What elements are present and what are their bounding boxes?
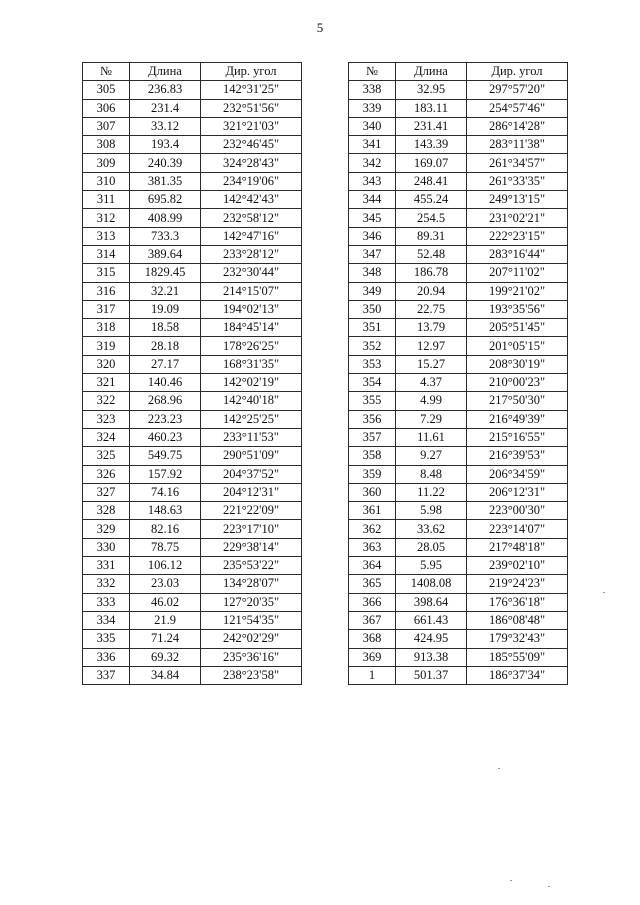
cell-number: 364 — [349, 557, 396, 575]
table-row — [83, 593, 302, 611]
cell-number: 330 — [83, 538, 130, 556]
cell-angle: 142°31'25" — [201, 81, 302, 99]
table-row — [349, 465, 568, 483]
cell-angle: 208°30'19" — [467, 355, 568, 373]
cell-length: 148.63 — [130, 502, 201, 520]
table-row — [349, 666, 568, 684]
cell-number: 359 — [349, 465, 396, 483]
cell-number: 325 — [83, 447, 130, 465]
cell-number: 315 — [83, 264, 130, 282]
cell-length: 33.62 — [396, 520, 467, 538]
header-length: Длина — [130, 63, 201, 81]
cell-angle: 216°39'53" — [467, 447, 568, 465]
cell-length: 231.4 — [130, 99, 201, 117]
cell-angle: 223°14'07" — [467, 520, 568, 538]
cell-angle: 238°23'58" — [201, 666, 302, 684]
cell-angle: 216°49'39" — [467, 410, 568, 428]
cell-angle: 186°08'48" — [467, 611, 568, 629]
cell-number: 335 — [83, 630, 130, 648]
cell-length: 89.31 — [396, 227, 467, 245]
cell-length: 46.02 — [130, 593, 201, 611]
coordinates-table-left — [82, 62, 302, 685]
cell-length: 11.22 — [396, 483, 467, 501]
cell-number: 367 — [349, 611, 396, 629]
table-row — [83, 538, 302, 556]
cell-length: 33.12 — [130, 117, 201, 135]
cell-angle: 214°15'07" — [201, 282, 302, 300]
cell-number: 343 — [349, 172, 396, 190]
cell-number: 340 — [349, 117, 396, 135]
cell-length: 157.92 — [130, 465, 201, 483]
cell-number: 308 — [83, 136, 130, 154]
cell-number: 358 — [349, 447, 396, 465]
cell-number: 368 — [349, 630, 396, 648]
cell-length: 186.78 — [396, 264, 467, 282]
cell-number: 346 — [349, 227, 396, 245]
cell-length: 1829.45 — [130, 264, 201, 282]
table-row — [349, 374, 568, 392]
cell-length: 455.24 — [396, 191, 467, 209]
table-row — [349, 245, 568, 263]
cell-length: 7.29 — [396, 410, 467, 428]
table-row — [349, 154, 568, 172]
cell-length: 389.64 — [130, 245, 201, 263]
cell-number: 314 — [83, 245, 130, 263]
table-row — [83, 117, 302, 135]
cell-length: 398.64 — [396, 593, 467, 611]
cell-angle: 199°21'02" — [467, 282, 568, 300]
table-row — [83, 648, 302, 666]
cell-number: 336 — [83, 648, 130, 666]
table-row — [83, 300, 302, 318]
cell-number: 309 — [83, 154, 130, 172]
cell-angle: 204°12'31" — [201, 483, 302, 501]
cell-length: 240.39 — [130, 154, 201, 172]
cell-length: 913.38 — [396, 648, 467, 666]
cell-length: 28.18 — [130, 337, 201, 355]
cell-angle: 204°37'52" — [201, 465, 302, 483]
table-row — [349, 209, 568, 227]
cell-length: 661.43 — [396, 611, 467, 629]
cell-angle: 142°02'19" — [201, 374, 302, 392]
cell-angle: 185°55'09" — [467, 648, 568, 666]
cell-length: 21.9 — [130, 611, 201, 629]
cell-angle: 283°11'38" — [467, 136, 568, 154]
table-row — [83, 465, 302, 483]
header-angle: Дир. угол — [467, 63, 568, 81]
table-row — [349, 227, 568, 245]
table-row — [83, 282, 302, 300]
table-header-row — [83, 63, 302, 81]
table-row — [83, 557, 302, 575]
table-row — [349, 99, 568, 117]
table-row — [349, 502, 568, 520]
table-row — [349, 282, 568, 300]
cell-angle: 283°16'44" — [467, 245, 568, 263]
table-row — [83, 410, 302, 428]
page-number: 5 — [316, 20, 324, 35]
cell-length: 9.27 — [396, 447, 467, 465]
cell-length: 183.11 — [396, 99, 467, 117]
cell-angle: 142°25'25" — [201, 410, 302, 428]
table-row — [83, 483, 302, 501]
cell-number: 341 — [349, 136, 396, 154]
cell-length: 32.21 — [130, 282, 201, 300]
cell-length: 8.48 — [396, 465, 467, 483]
cell-number: 360 — [349, 483, 396, 501]
cell-number: 319 — [83, 337, 130, 355]
cell-angle: 324°28'43" — [201, 154, 302, 172]
cell-length: 74.16 — [130, 483, 201, 501]
cell-angle: 232°51'56" — [201, 99, 302, 117]
cell-number: 354 — [349, 374, 396, 392]
cell-angle: 222°23'15" — [467, 227, 568, 245]
cell-length: 268.96 — [130, 392, 201, 410]
cell-length: 15.27 — [396, 355, 467, 373]
cell-length: 236.83 — [130, 81, 201, 99]
cell-length: 19.09 — [130, 300, 201, 318]
cell-length: 143.39 — [396, 136, 467, 154]
header-length: Длина — [396, 63, 467, 81]
cell-angle: 186°37'34" — [467, 666, 568, 684]
cell-length: 69.32 — [130, 648, 201, 666]
table-row — [83, 191, 302, 209]
cell-angle: 232°30'44" — [201, 264, 302, 282]
cell-angle: 206°12'31" — [467, 483, 568, 501]
table-row — [349, 575, 568, 593]
cell-number: 357 — [349, 428, 396, 446]
cell-number: 334 — [83, 611, 130, 629]
cell-number: 355 — [349, 392, 396, 410]
table-row — [83, 447, 302, 465]
table-row — [83, 172, 302, 190]
table-row — [83, 630, 302, 648]
table-row — [349, 300, 568, 318]
cell-number: 361 — [349, 502, 396, 520]
table-header-row — [349, 63, 568, 81]
cell-angle: 215°16'55" — [467, 428, 568, 446]
header-angle: Дир. угол — [201, 63, 302, 81]
cell-angle: 184°45'14" — [201, 319, 302, 337]
table-row — [83, 81, 302, 99]
cell-length: 140.46 — [130, 374, 201, 392]
cell-length: 733.3 — [130, 227, 201, 245]
cell-number: 339 — [349, 99, 396, 117]
scan-speck — [548, 886, 550, 887]
cell-length: 28.05 — [396, 538, 467, 556]
cell-angle: 235°53'22" — [201, 557, 302, 575]
cell-number: 305 — [83, 81, 130, 99]
cell-number: 342 — [349, 154, 396, 172]
cell-number: 307 — [83, 117, 130, 135]
cell-number: 306 — [83, 99, 130, 117]
cell-number: 349 — [349, 282, 396, 300]
cell-angle: 121°54'35" — [201, 611, 302, 629]
table-row — [83, 575, 302, 593]
table-row — [83, 374, 302, 392]
cell-number: 328 — [83, 502, 130, 520]
cell-number: 311 — [83, 191, 130, 209]
cell-angle: 321°21'03" — [201, 117, 302, 135]
cell-length: 5.95 — [396, 557, 467, 575]
cell-number: 333 — [83, 593, 130, 611]
cell-length: 23.03 — [130, 575, 201, 593]
cell-length: 12.97 — [396, 337, 467, 355]
table-row — [349, 117, 568, 135]
cell-length: 4.99 — [396, 392, 467, 410]
cell-length: 20.94 — [396, 282, 467, 300]
table-row — [349, 611, 568, 629]
cell-angle: 201°05'15" — [467, 337, 568, 355]
cell-length: 52.48 — [396, 245, 467, 263]
cell-angle: 223°17'10" — [201, 520, 302, 538]
scan-speck — [603, 592, 605, 593]
cell-angle: 179°32'43" — [467, 630, 568, 648]
cell-number: 353 — [349, 355, 396, 373]
table-row — [349, 557, 568, 575]
cell-number: 365 — [349, 575, 396, 593]
table-row — [349, 264, 568, 282]
cell-number: 321 — [83, 374, 130, 392]
cell-angle: 233°11'53" — [201, 428, 302, 446]
table-row — [83, 611, 302, 629]
cell-length: 82.16 — [130, 520, 201, 538]
cell-number: 362 — [349, 520, 396, 538]
cell-angle: 142°42'43" — [201, 191, 302, 209]
table-row — [83, 392, 302, 410]
cell-length: 460.23 — [130, 428, 201, 446]
cell-number: 312 — [83, 209, 130, 227]
cell-length: 1408.08 — [396, 575, 467, 593]
header-number: № — [349, 63, 396, 81]
cell-angle: 234°19'06" — [201, 172, 302, 190]
cell-number: 324 — [83, 428, 130, 446]
header-number: № — [83, 63, 130, 81]
table-row — [349, 648, 568, 666]
table-row — [349, 392, 568, 410]
cell-number: 356 — [349, 410, 396, 428]
cell-number: 323 — [83, 410, 130, 428]
cell-number: 327 — [83, 483, 130, 501]
cell-length: 32.95 — [396, 81, 467, 99]
cell-angle: 249°13'15" — [467, 191, 568, 209]
cell-angle: 233°28'12" — [201, 245, 302, 263]
cell-number: 310 — [83, 172, 130, 190]
cell-length: 4.37 — [396, 374, 467, 392]
cell-number: 316 — [83, 282, 130, 300]
cell-length: 78.75 — [130, 538, 201, 556]
table-row — [83, 154, 302, 172]
cell-length: 549.75 — [130, 447, 201, 465]
cell-angle: 142°40'18" — [201, 392, 302, 410]
cell-angle: 223°00'30" — [467, 502, 568, 520]
table-row — [349, 81, 568, 99]
cell-number: 337 — [83, 666, 130, 684]
cell-number: 1 — [349, 666, 396, 684]
cell-number: 322 — [83, 392, 130, 410]
cell-number: 352 — [349, 337, 396, 355]
cell-angle: 232°46'45" — [201, 136, 302, 154]
cell-length: 22.75 — [396, 300, 467, 318]
cell-number: 329 — [83, 520, 130, 538]
cell-length: 695.82 — [130, 191, 201, 209]
cell-angle: 206°34'59" — [467, 465, 568, 483]
table-row — [83, 502, 302, 520]
scan-speck — [498, 768, 500, 769]
cell-number: 326 — [83, 465, 130, 483]
cell-length: 169.07 — [396, 154, 467, 172]
table-row — [83, 136, 302, 154]
table-row — [349, 630, 568, 648]
cell-length: 27.17 — [130, 355, 201, 373]
table-row — [349, 483, 568, 501]
cell-angle: 229°38'14" — [201, 538, 302, 556]
cell-angle: 178°26'25" — [201, 337, 302, 355]
table-row — [349, 172, 568, 190]
cell-number: 351 — [349, 319, 396, 337]
cell-number: 347 — [349, 245, 396, 263]
cell-angle: 194°02'13" — [201, 300, 302, 318]
cell-angle: 232°58'12" — [201, 209, 302, 227]
table-row — [349, 538, 568, 556]
cell-number: 332 — [83, 575, 130, 593]
cell-length: 408.99 — [130, 209, 201, 227]
cell-length: 424.95 — [396, 630, 467, 648]
cell-angle: 217°50'30" — [467, 392, 568, 410]
table-row — [349, 428, 568, 446]
table-row — [349, 410, 568, 428]
cell-length: 193.4 — [130, 136, 201, 154]
cell-number: 363 — [349, 538, 396, 556]
cell-angle: 239°02'10" — [467, 557, 568, 575]
cell-angle: 168°31'35" — [201, 355, 302, 373]
table-row — [83, 355, 302, 373]
cell-length: 248.41 — [396, 172, 467, 190]
table-row — [349, 319, 568, 337]
table-row — [349, 520, 568, 538]
table-row — [83, 264, 302, 282]
cell-angle: 207°11'02" — [467, 264, 568, 282]
cell-number: 369 — [349, 648, 396, 666]
cell-length: 381.35 — [130, 172, 201, 190]
cell-number: 350 — [349, 300, 396, 318]
cell-length: 501.37 — [396, 666, 467, 684]
table-row — [349, 337, 568, 355]
table-row — [83, 520, 302, 538]
coordinates-table-right — [348, 62, 568, 685]
cell-angle: 193°35'56" — [467, 300, 568, 318]
cell-number: 338 — [349, 81, 396, 99]
cell-length: 106.12 — [130, 557, 201, 575]
cell-angle: 231°02'21" — [467, 209, 568, 227]
table-row — [349, 355, 568, 373]
table-row — [349, 447, 568, 465]
cell-number: 317 — [83, 300, 130, 318]
cell-length: 223.23 — [130, 410, 201, 428]
cell-angle: 217°48'18" — [467, 538, 568, 556]
table-row — [349, 191, 568, 209]
cell-angle: 235°36'16" — [201, 648, 302, 666]
cell-number: 313 — [83, 227, 130, 245]
cell-angle: 297°57'20" — [467, 81, 568, 99]
cell-number: 348 — [349, 264, 396, 282]
cell-angle: 254°57'46" — [467, 99, 568, 117]
cell-number: 345 — [349, 209, 396, 227]
cell-number: 344 — [349, 191, 396, 209]
table-row — [83, 337, 302, 355]
cell-length: 231.41 — [396, 117, 467, 135]
cell-number: 366 — [349, 593, 396, 611]
cell-angle: 134°28'07" — [201, 575, 302, 593]
table-row — [83, 666, 302, 684]
cell-angle: 221°22'09" — [201, 502, 302, 520]
cell-length: 254.5 — [396, 209, 467, 227]
table-row — [83, 245, 302, 263]
cell-length: 11.61 — [396, 428, 467, 446]
cell-length: 18.58 — [130, 319, 201, 337]
cell-angle: 176°36'18" — [467, 593, 568, 611]
cell-length: 34.84 — [130, 666, 201, 684]
cell-length: 71.24 — [130, 630, 201, 648]
cell-angle: 242°02'29" — [201, 630, 302, 648]
table-row — [83, 319, 302, 337]
table-row — [349, 136, 568, 154]
table-row — [349, 593, 568, 611]
cell-angle: 290°51'09" — [201, 447, 302, 465]
table-row — [83, 99, 302, 117]
cell-angle: 127°20'35" — [201, 593, 302, 611]
cell-angle: 286°14'28" — [467, 117, 568, 135]
cell-length: 5.98 — [396, 502, 467, 520]
cell-angle: 205°51'45" — [467, 319, 568, 337]
scan-speck — [510, 880, 512, 881]
cell-angle: 142°47'16" — [201, 227, 302, 245]
cell-number: 318 — [83, 319, 130, 337]
cell-number: 320 — [83, 355, 130, 373]
table-row — [83, 227, 302, 245]
cell-angle: 210°00'23" — [467, 374, 568, 392]
table-row — [83, 428, 302, 446]
cell-number: 331 — [83, 557, 130, 575]
cell-angle: 219°24'23" — [467, 575, 568, 593]
cell-angle: 261°34'57" — [467, 154, 568, 172]
table-row — [83, 209, 302, 227]
cell-angle: 261°33'35" — [467, 172, 568, 190]
cell-length: 13.79 — [396, 319, 467, 337]
